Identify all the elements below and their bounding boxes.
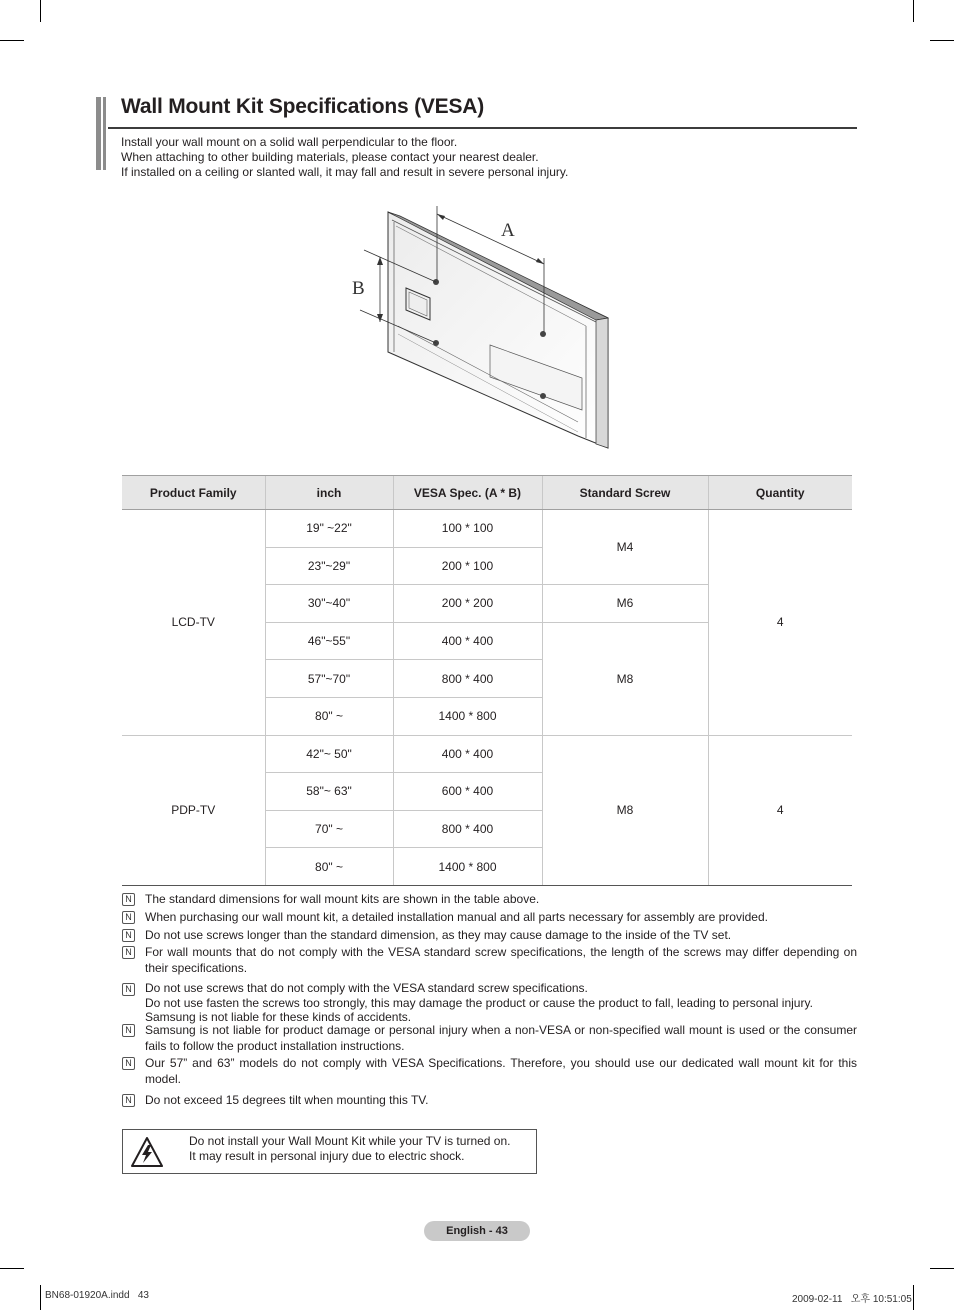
crop-mark <box>930 1268 954 1269</box>
note-item <box>122 909 857 925</box>
note-item <box>122 1022 857 1054</box>
note-text: The standard dimensions for wall mount kits are shown in the table above. <box>145 892 540 906</box>
note-text: Do not use screws that do not comply with the VESA standard screw specifications. <box>145 981 588 995</box>
title-rule <box>108 127 857 129</box>
inch-cell: 80" ~ <box>265 697 393 735</box>
note-text: Do not use screws longer than the standard dimension, as they may cause damage to the inside of the TV set. <box>145 928 732 942</box>
note-item <box>122 927 857 943</box>
note-icon: N <box>122 1094 135 1107</box>
product-family-cell: PDP-TV <box>122 735 265 885</box>
inch-cell: 57"~70" <box>265 660 393 698</box>
note-icon: N <box>122 911 135 924</box>
table-row <box>122 510 852 548</box>
vesa-cell: 600 * 400 <box>393 773 542 811</box>
dimension-a-label: A <box>501 220 515 241</box>
warning-line: Do not install your Wall Mount Kit while your TV is turned on. <box>189 1134 511 1148</box>
inch-cell: 58"~ 63" <box>265 773 393 811</box>
inch-cell: 70" ~ <box>265 810 393 848</box>
column-header: Standard Screw <box>542 476 708 510</box>
crop-mark <box>0 1268 24 1269</box>
quantity-cell: 4 <box>708 510 852 736</box>
inch-cell: 46"~55" <box>265 622 393 660</box>
note-icon: N <box>122 946 135 959</box>
vesa-cell: 100 * 100 <box>393 510 542 548</box>
vesa-cell: 800 * 400 <box>393 810 542 848</box>
inch-cell: 23"~29" <box>265 547 393 585</box>
vesa-cell: 400 * 400 <box>393 622 542 660</box>
note-icon: N <box>122 1057 135 1070</box>
warning-box <box>122 1129 537 1174</box>
mount-hole <box>540 331 546 337</box>
crop-mark <box>0 40 24 41</box>
intro-line: If installed on a ceiling or slanted wall, it may fall and result in severe personal injury. <box>121 165 569 179</box>
screw-cell: M8 <box>542 735 708 885</box>
crop-mark <box>913 1285 914 1310</box>
inch-cell: 30"~40" <box>265 585 393 623</box>
vesa-spec-table <box>122 475 852 886</box>
inch-cell: 42"~ 50" <box>265 735 393 773</box>
page-title: Wall Mount Kit Specifications (VESA) <box>121 95 485 118</box>
note-text: When purchasing our wall mount kit, a detailed installation manual and all parts necessary for assembly are provided. <box>145 910 768 924</box>
vesa-cell: 200 * 100 <box>393 547 542 585</box>
screw-cell: M8 <box>542 622 708 735</box>
column-header: VESA Spec. (A * B) <box>393 476 542 510</box>
electric-shock-warning-icon <box>130 1136 164 1168</box>
dimension-b-label: B <box>352 278 365 299</box>
note-text: Samsung is not liable for product damage or personal injury when a non-VESA or non-specified wall mount is used or the consumer fails to follow the product installation instructions. <box>145 1023 857 1053</box>
page-number-badge: English - 43 <box>424 1221 530 1241</box>
crop-mark <box>913 0 914 22</box>
screw-cell: M6 <box>542 585 708 623</box>
footer-file: BN68-01920A.indd 43 <box>45 1290 149 1301</box>
vesa-cell: 400 * 400 <box>393 735 542 773</box>
note-item <box>122 891 857 907</box>
crop-mark <box>40 0 41 22</box>
note-item <box>122 1092 857 1108</box>
table-row <box>122 735 852 773</box>
warning-line: It may result in personal injury due to electric shock. <box>189 1149 465 1163</box>
intro-line: Install your wall mount on a solid wall perpendicular to the floor. <box>121 135 458 149</box>
vesa-cell: 1400 * 800 <box>393 848 542 886</box>
note-icon: N <box>122 1024 135 1037</box>
column-header: Quantity <box>708 476 852 510</box>
inch-cell: 80" ~ <box>265 848 393 886</box>
column-header: inch <box>265 476 393 510</box>
note-icon: N <box>122 929 135 942</box>
vesa-cell: 200 * 200 <box>393 585 542 623</box>
product-family-cell: LCD-TV <box>122 510 265 736</box>
vesa-cell: 1400 * 800 <box>393 697 542 735</box>
table-header-row <box>122 476 852 510</box>
notes-list <box>122 891 857 1108</box>
inch-cell: 19" ~22" <box>265 510 393 548</box>
crop-mark <box>930 40 954 41</box>
crop-mark <box>40 1285 41 1310</box>
tv-back-panel <box>388 212 608 448</box>
mount-hole <box>540 393 546 399</box>
note-item <box>122 981 857 1025</box>
note-text: For wall mounts that do not comply with the VESA standard screw specifications, the length of the screws may differ depending on their specifications. <box>145 945 857 975</box>
vesa-cell: 800 * 400 <box>393 660 542 698</box>
note-text: Our 57” and 63” models do not comply with VESA Specifications. Therefore, you should use our dedicated wall mount kit for this model. <box>145 1056 857 1086</box>
tv-wall-mount-diagram <box>350 200 620 455</box>
intro-text <box>121 135 568 180</box>
note-icon: N <box>122 983 135 996</box>
screw-cell: M4 <box>542 510 708 585</box>
note-text: Samsung is not liable for these kinds of accidents. <box>145 1010 412 1024</box>
column-header: Product Family <box>122 476 265 510</box>
note-text: Do not use fasten the screws too strongly, this may damage the product or cause the product to fall, leading to personal injury. <box>145 996 813 1010</box>
footer-timestamp: 2009-02-11 오후 10:51:05 <box>792 1294 912 1305</box>
note-item <box>122 944 857 976</box>
note-icon: N <box>122 893 135 906</box>
quantity-cell: 4 <box>708 735 852 885</box>
note-item <box>122 1055 857 1087</box>
note-text: Do not exceed 15 degrees tilt when mounting this TV. <box>145 1093 429 1107</box>
warning-text <box>189 1134 510 1164</box>
intro-line: When attaching to other building materials, please contact your nearest dealer. <box>121 150 539 164</box>
